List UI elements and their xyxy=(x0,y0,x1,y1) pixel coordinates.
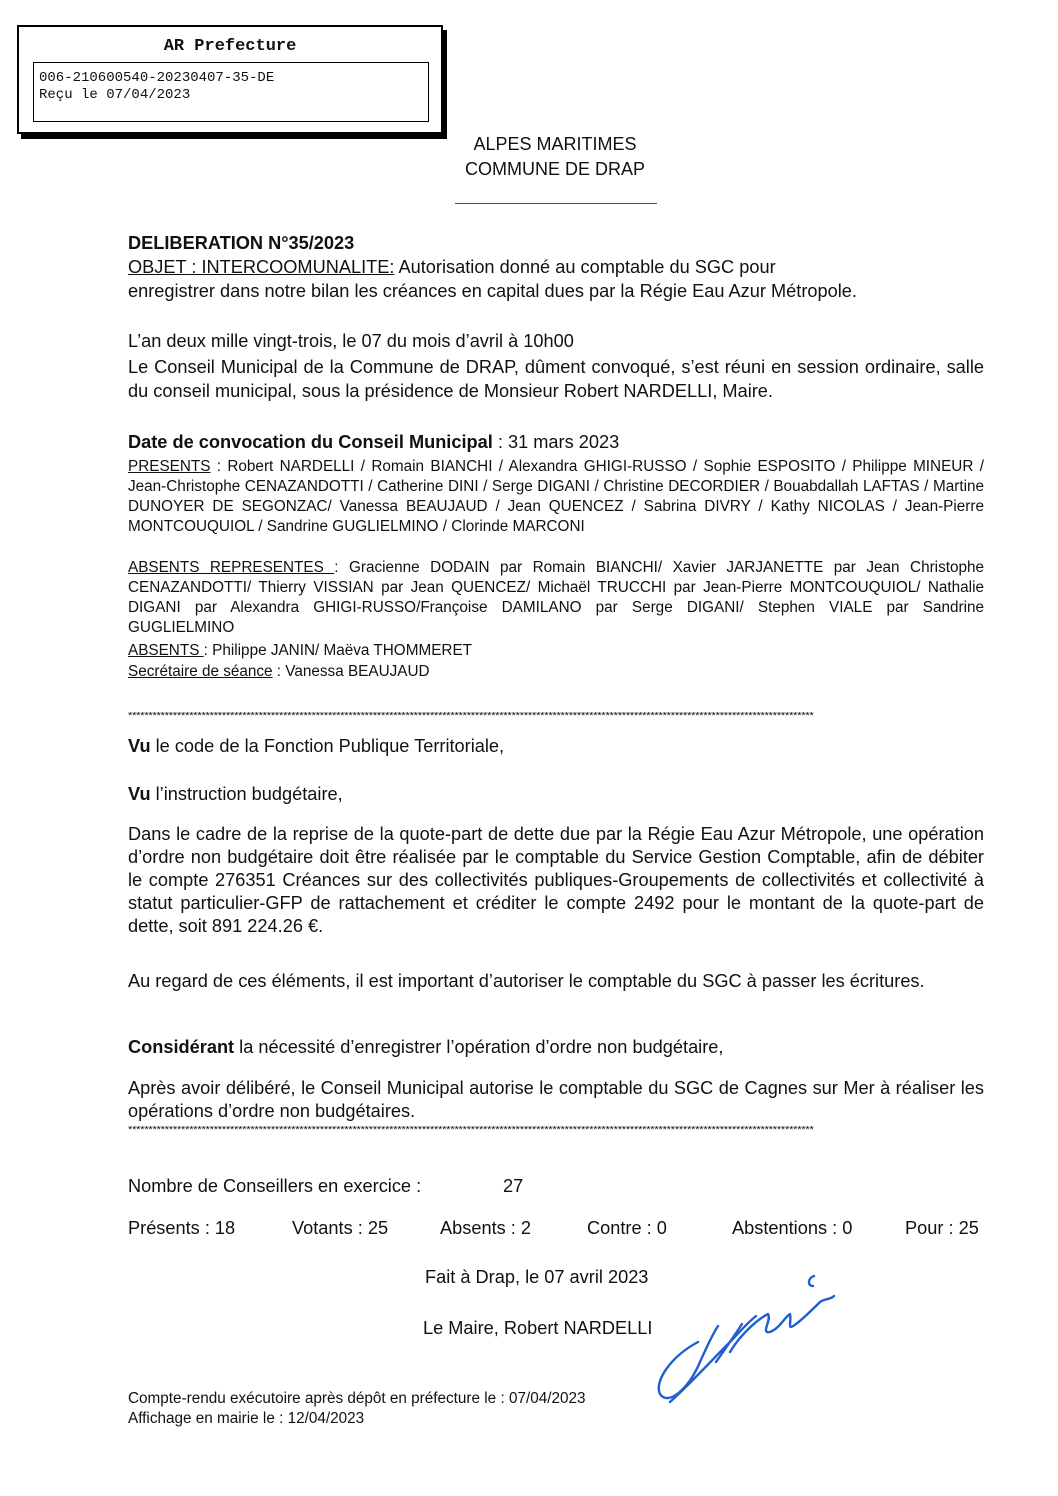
councillors-count: 27 xyxy=(503,1176,524,1196)
stamp-reference: 006-210600540-20230407-35-DE xyxy=(39,70,275,86)
object-text-line-2: enregistrer dans notre bilan les créances en capital dues par la Régie Eau Azur Métropole. xyxy=(128,281,857,301)
session-date-line: L’an deux mille vingt-trois, le 07 du mois d’avril à 10h00 xyxy=(128,331,574,351)
vote-presents: Présents : 18 xyxy=(128,1218,236,1238)
stamp-box xyxy=(33,62,429,122)
secretary-label: Secrétaire de séance xyxy=(128,663,273,680)
vote-abstentions: Abstentions : 0 xyxy=(732,1218,853,1238)
deliberation-number: DELIBERATION N°35/2023 xyxy=(128,233,355,253)
asterisk-separator-bottom xyxy=(128,1126,984,1134)
object-label: OBJET : INTERCOOMUNALITE: xyxy=(128,257,395,277)
presents-label: PRESENTS xyxy=(128,458,211,475)
mayor-name: Le Maire, Robert NARDELLI xyxy=(423,1318,653,1338)
vote-absents: Absents : 2 xyxy=(440,1218,531,1238)
executory-notice: Compte-rendu exécutoire après dépôt en préfecture le : 07/04/2023 xyxy=(128,1390,586,1407)
vu-fonction-publique xyxy=(128,735,504,758)
place-date: Fait à Drap, le 07 avril 2023 xyxy=(425,1267,649,1287)
context-paragraph: Dans le cadre de la reprise de la quote-part de dette due par la Régie Eau Azur Métropole, une opération d’ordre non budgétaire doit être réalisée par le comptable du Service Gestion Comptable, afin de débiter le compte 276351 Créances sur des collectivités publiques-Groupements de collectivités et collectivité à statut particulier-GFP de rattachement et créditer le compte 2492 pour le montant de la quote-part de dette, soit 891 224.26 €. xyxy=(128,824,984,936)
vu-label: Vu xyxy=(128,784,151,804)
considering-text: la nécessité d’enregistrer l’opération d’ordre non budgétaire, xyxy=(234,1037,724,1057)
absents-line xyxy=(128,641,472,661)
ar-prefecture-stamp xyxy=(17,25,443,134)
header-divider xyxy=(455,203,657,204)
presents-paragraph xyxy=(128,457,984,537)
considering-line xyxy=(128,1036,723,1059)
posting-notice: Affichage en mairie le : 12/04/2023 xyxy=(128,1410,365,1427)
represented-paragraph xyxy=(128,558,984,638)
presents-list: : Robert NARDELLI / Romain BIANCHI / Alexandra GHIGI-RUSSO / Sophie ESPOSITO / Philippe MINEUR / Jean-Christophe CENAZANDOTTI / Catherine DINI / Serge DIGANI / Christine DECORDIER / Bouabdallah LAFTAS / Martine DUNOYER DE SEGONZAC/ Vanessa BEAUJAUD / Jean QUENCEZ / Sabrina DIVRY / Kathy NICOLAS / Jean-Pierre MONTCOUQUIOL / Sandrine GUGLIELMINO / Clorinde MARCONI xyxy=(128,458,984,535)
session-intro: Le Conseil Municipal de la Commune de DRAP, dûment convoqué, s’est réuni en session ordinaire, salle du conseil municipal, sous la présidence de Monsieur Robert NARDELLI, Maire. xyxy=(128,357,984,401)
secretary-name: : Vanessa BEAUJAUD xyxy=(272,663,430,680)
absents-list: : Philippe JANIN/ Maëva THOMMERET xyxy=(203,642,472,659)
vote-voters: Votants : 25 xyxy=(292,1218,389,1238)
object-text: Autorisation donné au comptable du SGC pour xyxy=(394,257,776,277)
mayor-signature-icon xyxy=(630,1262,860,1422)
convocation-label: Date de convocation du Conseil Municipal xyxy=(128,432,493,452)
stamp-title: AR Prefecture xyxy=(163,37,297,56)
vote-for: Pour : 25 xyxy=(905,1218,979,1238)
deliberation-object xyxy=(128,256,776,279)
represented-label: ABSENTS REPRESENTES xyxy=(128,559,335,576)
absents-label: ABSENTS xyxy=(128,642,204,659)
vu-text: l’instruction budgétaire, xyxy=(150,784,343,804)
stamp-received-date: Reçu le 07/04/2023 xyxy=(39,87,191,103)
asterisk-separator-top xyxy=(128,712,984,720)
vu-instruction-budgetaire xyxy=(128,783,343,806)
vu-label: Vu xyxy=(128,736,151,756)
convocation-value: : 31 mars 2023 xyxy=(492,432,620,452)
decision-paragraph: Après avoir délibéré, le Conseil Municipal autorise le comptable du SGC de Cagnes sur Mer à réaliser les opérations d’ordre non budgétaires. xyxy=(128,1078,984,1121)
department-heading: ALPES MARITIMES xyxy=(473,134,637,154)
commune-heading: COMMUNE DE DRAP xyxy=(464,159,645,179)
councillors-label: Nombre de Conseillers en exercice : xyxy=(128,1176,422,1196)
considering-label: Considérant xyxy=(128,1037,235,1057)
vu-text: le code de la Fonction Publique Territoriale, xyxy=(150,736,505,756)
represented-list: : Gracienne DODAIN par Romain BIANCHI/ Xavier JARJANETTE par Jean Christophe CENAZANDOTTI/ Thierry VISSIAN par Jean QUENCEZ/ Michaël TRUCCHI par Jean-Pierre MONTCOUQUIOL/ Nathalie DIGANI par Alexandra GHIGI-RUSSO/Françoise DAMILANO par Serge DIGANI/ Stephen VIALE par Sandrine GUGLIELMINO xyxy=(128,559,985,636)
vote-against: Contre : 0 xyxy=(587,1218,667,1238)
authorisation-paragraph: Au regard de ces éléments, il est important d’autoriser le comptable du SGC à passer les écritures. xyxy=(128,971,925,991)
secretary-line xyxy=(128,662,430,682)
convocation-date xyxy=(128,431,619,454)
